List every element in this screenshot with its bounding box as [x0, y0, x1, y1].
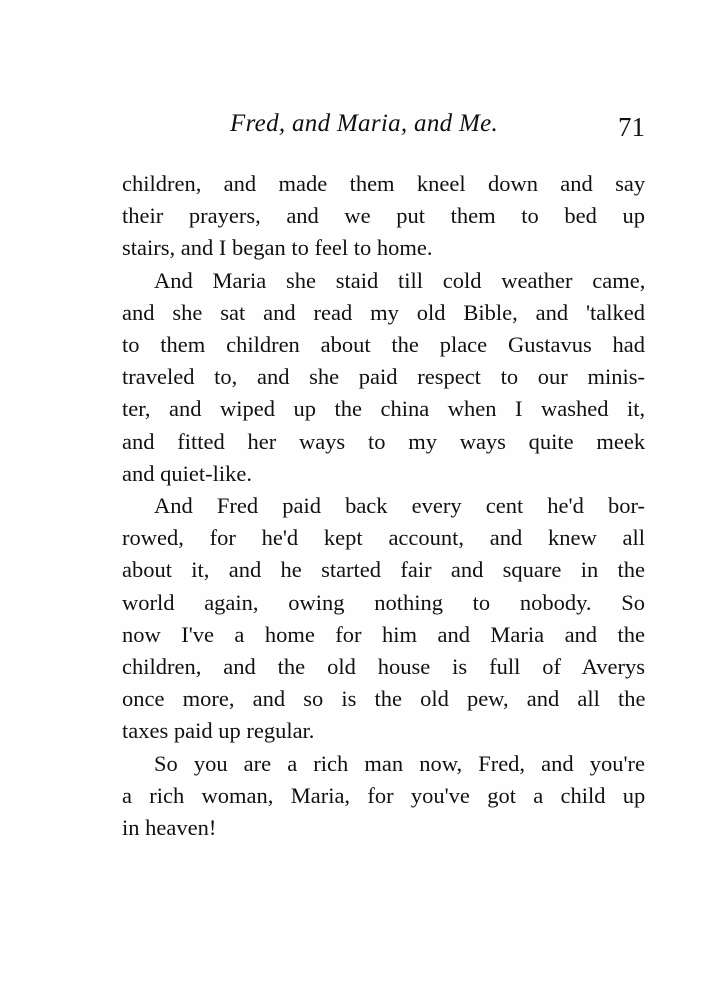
- text-line: and she sat and read my old Bible, and 'talked: [122, 299, 645, 325]
- running-title: Fred, and Maria, and Me.: [230, 110, 499, 137]
- text-line: about it, and he started fair and square in the: [122, 557, 645, 583]
- text-line: ter, and wiped up the china when I washed it,: [122, 396, 646, 422]
- text-line: taxes paid up regular.: [122, 718, 315, 744]
- text-line: a rich woman, Maria, for you've got a child up: [122, 782, 646, 808]
- body-text: [122, 168, 645, 844]
- text-line: once more, and so is the old pew, and all the: [122, 686, 646, 712]
- page-number: 71: [618, 112, 645, 142]
- text-line: And Fred paid back every cent he'd bor-: [154, 493, 645, 519]
- text-line: And Maria she staid till cold weather came,: [154, 267, 646, 293]
- text-line: their prayers, and we put them to bed up: [122, 203, 646, 229]
- text-line: now I've a home for him and Maria and the: [122, 621, 645, 647]
- text-line: world again, owing nothing to nobody. So: [122, 589, 645, 615]
- text-line: stairs, and I began to feel to home.: [122, 235, 433, 261]
- text-line: to them children about the place Gustavus had: [122, 332, 645, 358]
- paragraph-1: [122, 168, 645, 265]
- paragraph-4: [122, 748, 645, 845]
- paragraph-3: [122, 490, 645, 748]
- text-line: So you are a rich man now, Fred, and you're: [154, 750, 645, 776]
- text-line: children, and the old house is full of Averys: [122, 654, 645, 680]
- text-line: children, and made them kneel down and say: [122, 171, 646, 196]
- text-line: traveled to, and she paid respect to our minis-: [122, 364, 645, 390]
- paragraph-2: [122, 265, 645, 490]
- running-head: [120, 110, 645, 150]
- text-line: in heaven!: [122, 815, 217, 841]
- text-line: rowed, for he'd kept account, and knew all: [122, 525, 646, 551]
- text-line: and fitted her ways to my ways quite meek: [122, 428, 646, 454]
- text-line: and quiet-like.: [122, 460, 252, 486]
